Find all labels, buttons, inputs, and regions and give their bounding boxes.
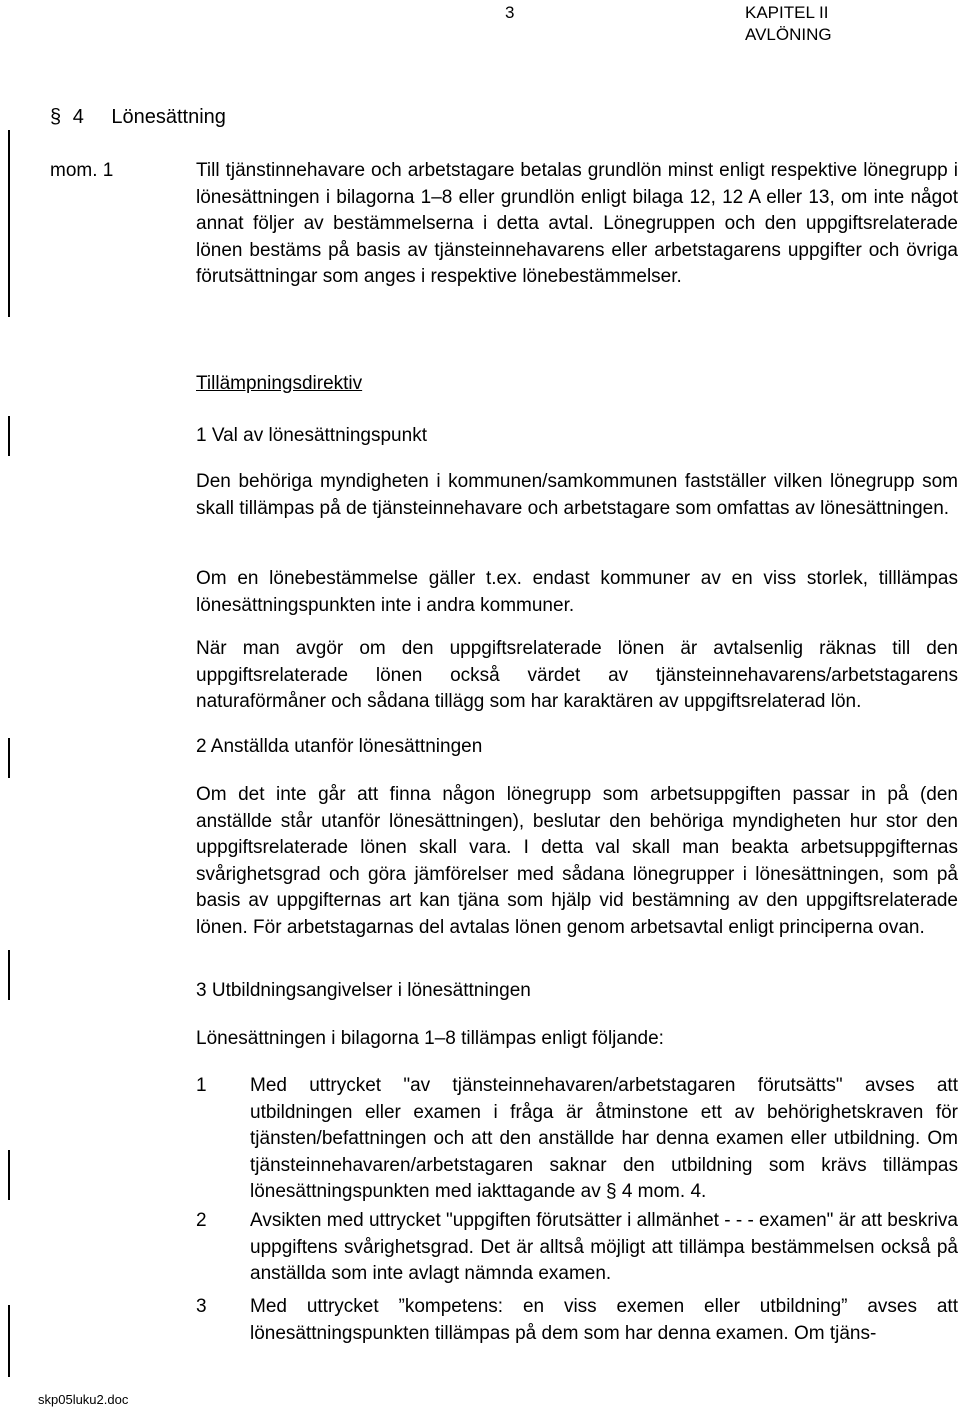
mom-label: mom. 1	[50, 160, 114, 181]
list-item-number: 1	[196, 1075, 207, 1096]
list-item-number: 3	[196, 1296, 207, 1317]
change-bar	[8, 130, 10, 317]
mom1-paragraph: Till tjänstinnehavare och arbetstagare betalas grundlön minst enligt respektive lönegrupp i lönesättningen i bilagorna 1–8 eller grundlön enligt bilaga 12, 12 A eller 13, om inte något annat följer av bestämmelserna i detta avtal. Lönegruppen och den uppgiftsrelaterade lönen bestäms på basis av tjänsteinnehavarens eller arbetstagarens uppgifter och övriga förutsättningar som anges i respektive lönebestämmelser.	[196, 160, 958, 288]
list-item-number: 2	[196, 1210, 207, 1231]
change-bar	[8, 416, 10, 456]
change-bar	[8, 1305, 10, 1377]
section-title: Lönesättning	[111, 106, 226, 128]
section-number: 4	[72, 106, 84, 128]
section-heading	[50, 104, 226, 131]
footer-filename: skp05luku2.doc	[38, 1392, 129, 1407]
section-symbol: §	[50, 106, 62, 128]
chapter-title: AVLÖNING	[745, 25, 832, 44]
subsection-2-heading: 2 Anställda utanför lönesättningen	[196, 736, 483, 757]
page-number: 3	[505, 3, 515, 22]
subsection-1-heading: 1 Val av lönesättningspunkt	[196, 425, 427, 446]
list-item-text: Med uttrycket "av tjänsteinnehavaren/arbetstagaren förutsätts" avses att utbildningen eller examen i fråga är åtminstone ett av behörighetskraven för tjänsten/befattningen och att den anställde har denna examen eller utbildning. Om tjänsteinnehavaren/arbetstagaren saknar den utbildning som krävs tillämpas lönesättningspunkten med iakttagande av § 4 mom. 4.	[250, 1075, 958, 1203]
directive-heading: Tillämpningsdirektiv	[196, 373, 363, 394]
subsection-3-heading: 3 Utbildningsangivelser i lönesättningen	[196, 980, 531, 1001]
subsection-2-paragraph: Om det inte går att finna någon lönegrupp som arbetsuppgiften passar in på (den anställde står utanför lönesättningen), beslutar den behöriga myndigheten hur stor den uppgiftsrelaterade lönen skall vara. I detta val skall man beakta arbetsuppgifternas svårighetsgrad och göra jämförelser med sådana lönegrupper i lönesättningen, som på basis av uppgifternas art kan tjäna som hjälp vid bestämning av den uppgiftsrelaterade lönen. För arbetstagarnas del avtalas lönen genom arbetsavtal enligt principerna ovan.	[196, 784, 958, 938]
chapter-label: KAPITEL II	[745, 3, 829, 22]
subsection-1-paragraph-1: Den behöriga myndigheten i kommunen/samkommunen fastställer vilken lönegrupp som skall tillämpas på de tjänsteinnehavare och arbetstagare som omfattas av lönesättningen.	[196, 471, 958, 519]
change-bar	[8, 950, 10, 1000]
list-item-text: Avsikten med uttrycket "uppgiften förutsätter i allmänhet - - - examen" är att beskriva uppgiftens svårighetsgrad. Det är alltså möjligt att tillämpa bestämmelsen också på anställda som inte avlagt nämnda examen.	[250, 1210, 959, 1285]
subsection-1-paragraph-2: Om en lönebestämmelse gäller t.ex. endast kommuner av en viss storlek, tilllämpas lönesättningspunkten inte i andra kommuner.	[196, 568, 958, 616]
subsection-1-paragraph-3: När man avgör om den uppgiftsrelaterade lönen är avtalsenlig räknas till den uppgiftsrelaterade lönen också värdet av tjänsteinnehavarens/arbetstagarens naturaförmåner och sådana tillägg som har karaktären av uppgiftsrelaterad lön.	[196, 638, 958, 713]
change-bar	[8, 1150, 10, 1200]
change-bar	[8, 738, 10, 778]
subsection-3-intro: Lönesättningen i bilagorna 1–8 tillämpas enligt följande:	[196, 1028, 664, 1049]
list-item-text: Med uttrycket ”kompetens: en viss exemen eller utbildning” avses att lönesättningspunkten tillämpas på dem som har denna examen. Om tjäns-	[250, 1296, 958, 1344]
